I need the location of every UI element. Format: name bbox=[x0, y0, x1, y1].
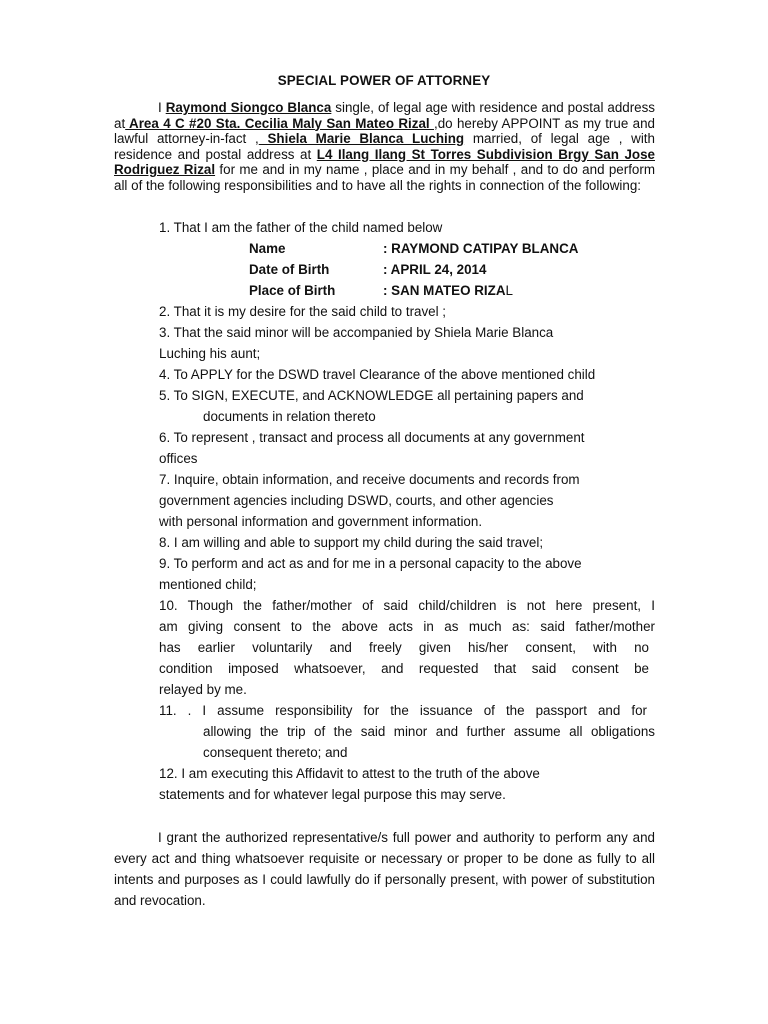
intro-text-3: ,do hereby APPOINT as my true and lawful attorney-in-fact , bbox=[114, 115, 655, 146]
list-item-10: 10. Though the father/mother of said child/children is not here present, I bbox=[159, 598, 655, 613]
intro-text-1: I bbox=[158, 100, 166, 115]
list-item-2: 2. That it is my desire for the said child to travel ; bbox=[159, 304, 447, 319]
child-dob-value: : APRIL 24, 2014 bbox=[383, 262, 487, 277]
principal-address: Area 4 C #20 Sta. Cecilia Maly San Mateo Rizal bbox=[125, 115, 434, 131]
child-pob-row bbox=[249, 280, 513, 301]
list-item-12-cont: statements and for whatever legal purpose this may serve. bbox=[159, 787, 506, 802]
child-pob-value-end: L bbox=[505, 283, 513, 298]
list-item-11-cont-2: consequent thereto; and bbox=[203, 745, 348, 760]
closing-paragraph bbox=[114, 827, 655, 911]
list-item-4: 4. To APPLY for the DSWD travel Clearance of the above mentioned child bbox=[159, 367, 596, 382]
list-item-3-cont: Luching his aunt; bbox=[159, 346, 261, 361]
child-name-row bbox=[249, 238, 578, 259]
list-item-6-cont: offices bbox=[159, 451, 198, 466]
list-item-3: 3. That the said minor will be accompanied by Shiela Marie Blanca bbox=[159, 325, 554, 340]
list-item-10-cont-4: relayed by me. bbox=[159, 682, 247, 697]
child-name-label: Name bbox=[249, 241, 286, 256]
list-item-6: 6. To represent , transact and process all documents at any government bbox=[159, 430, 585, 445]
intro-text-5: for me and in my name , place and in my behalf , and to do and perform all of the following responsibilities and to have all the rights in connection of the following: bbox=[114, 162, 655, 193]
intro-paragraph bbox=[114, 100, 655, 193]
list-item-10-cont-3: condition imposed whatsoever, and requested that said consent be bbox=[159, 661, 649, 676]
child-pob-label: Place of Birth bbox=[249, 283, 336, 298]
list-item-7: 7. Inquire, obtain information, and receive documents and records from bbox=[159, 472, 580, 487]
list-item-10-cont-2: has earlier voluntarily and freely given his/her consent, with no bbox=[159, 640, 649, 655]
principal-name: Raymond Siongco Blanca bbox=[165, 100, 332, 115]
list-item-9-cont: mentioned child; bbox=[159, 577, 257, 592]
list-item-10-cont-1: am giving consent to the above acts in as much as: said father/mother bbox=[159, 619, 655, 634]
child-pob-value: : SAN MATEO RIZA bbox=[383, 283, 506, 298]
document-title: SPECIAL POWER OF ATTORNEY bbox=[277, 73, 491, 88]
list-item-5: 5. To SIGN, EXECUTE, and ACKNOWLEDGE all pertaining papers and bbox=[159, 388, 584, 403]
intro-text-4: married, of legal age , with residence and postal address at bbox=[114, 131, 655, 162]
child-dob-row bbox=[249, 259, 486, 280]
intro-text-2: single, of legal age with residence and postal address at bbox=[114, 100, 656, 131]
attorney-address: L4 Ilang Ilang St Torres Subdivision Brgy San Jose Rodriguez Rizal bbox=[114, 146, 655, 177]
list-item-9: 9. To perform and act as and for me in a personal capacity to the above bbox=[159, 556, 582, 571]
list-item-5-cont: documents in relation thereto bbox=[203, 409, 376, 424]
list-item-11: 11. . I assume responsibility for the issuance of the passport and for bbox=[159, 703, 647, 718]
attorney-name: Shiela Marie Blanca Luching bbox=[258, 131, 465, 146]
list-item-8: 8. I am willing and able to support my child during the said travel; bbox=[159, 535, 544, 550]
list-item-7-cont-1: government agencies including DSWD, courts, and other agencies bbox=[159, 493, 554, 508]
list-item-12: 12. I am executing this Affidavit to attest to the truth of the above bbox=[159, 766, 540, 781]
closing-text: I grant the authorized representative/s full power and authority to perform any and every act and thing whatsoever requisite or necessary or proper to be done as fully to all intents and purposes as I could lawfully do if personally present, with power of substitution and revocation. bbox=[114, 830, 655, 908]
list-item-11-cont-1: allowing the trip of the said minor and further assume all obligations bbox=[203, 724, 655, 739]
list-item-1: 1. That I am the father of the child named below bbox=[159, 220, 443, 235]
child-dob-label: Date of Birth bbox=[249, 262, 330, 277]
list-item-7-cont-2: with personal information and government information. bbox=[159, 514, 483, 529]
child-name-value: : RAYMOND CATIPAY BLANCA bbox=[383, 241, 579, 256]
